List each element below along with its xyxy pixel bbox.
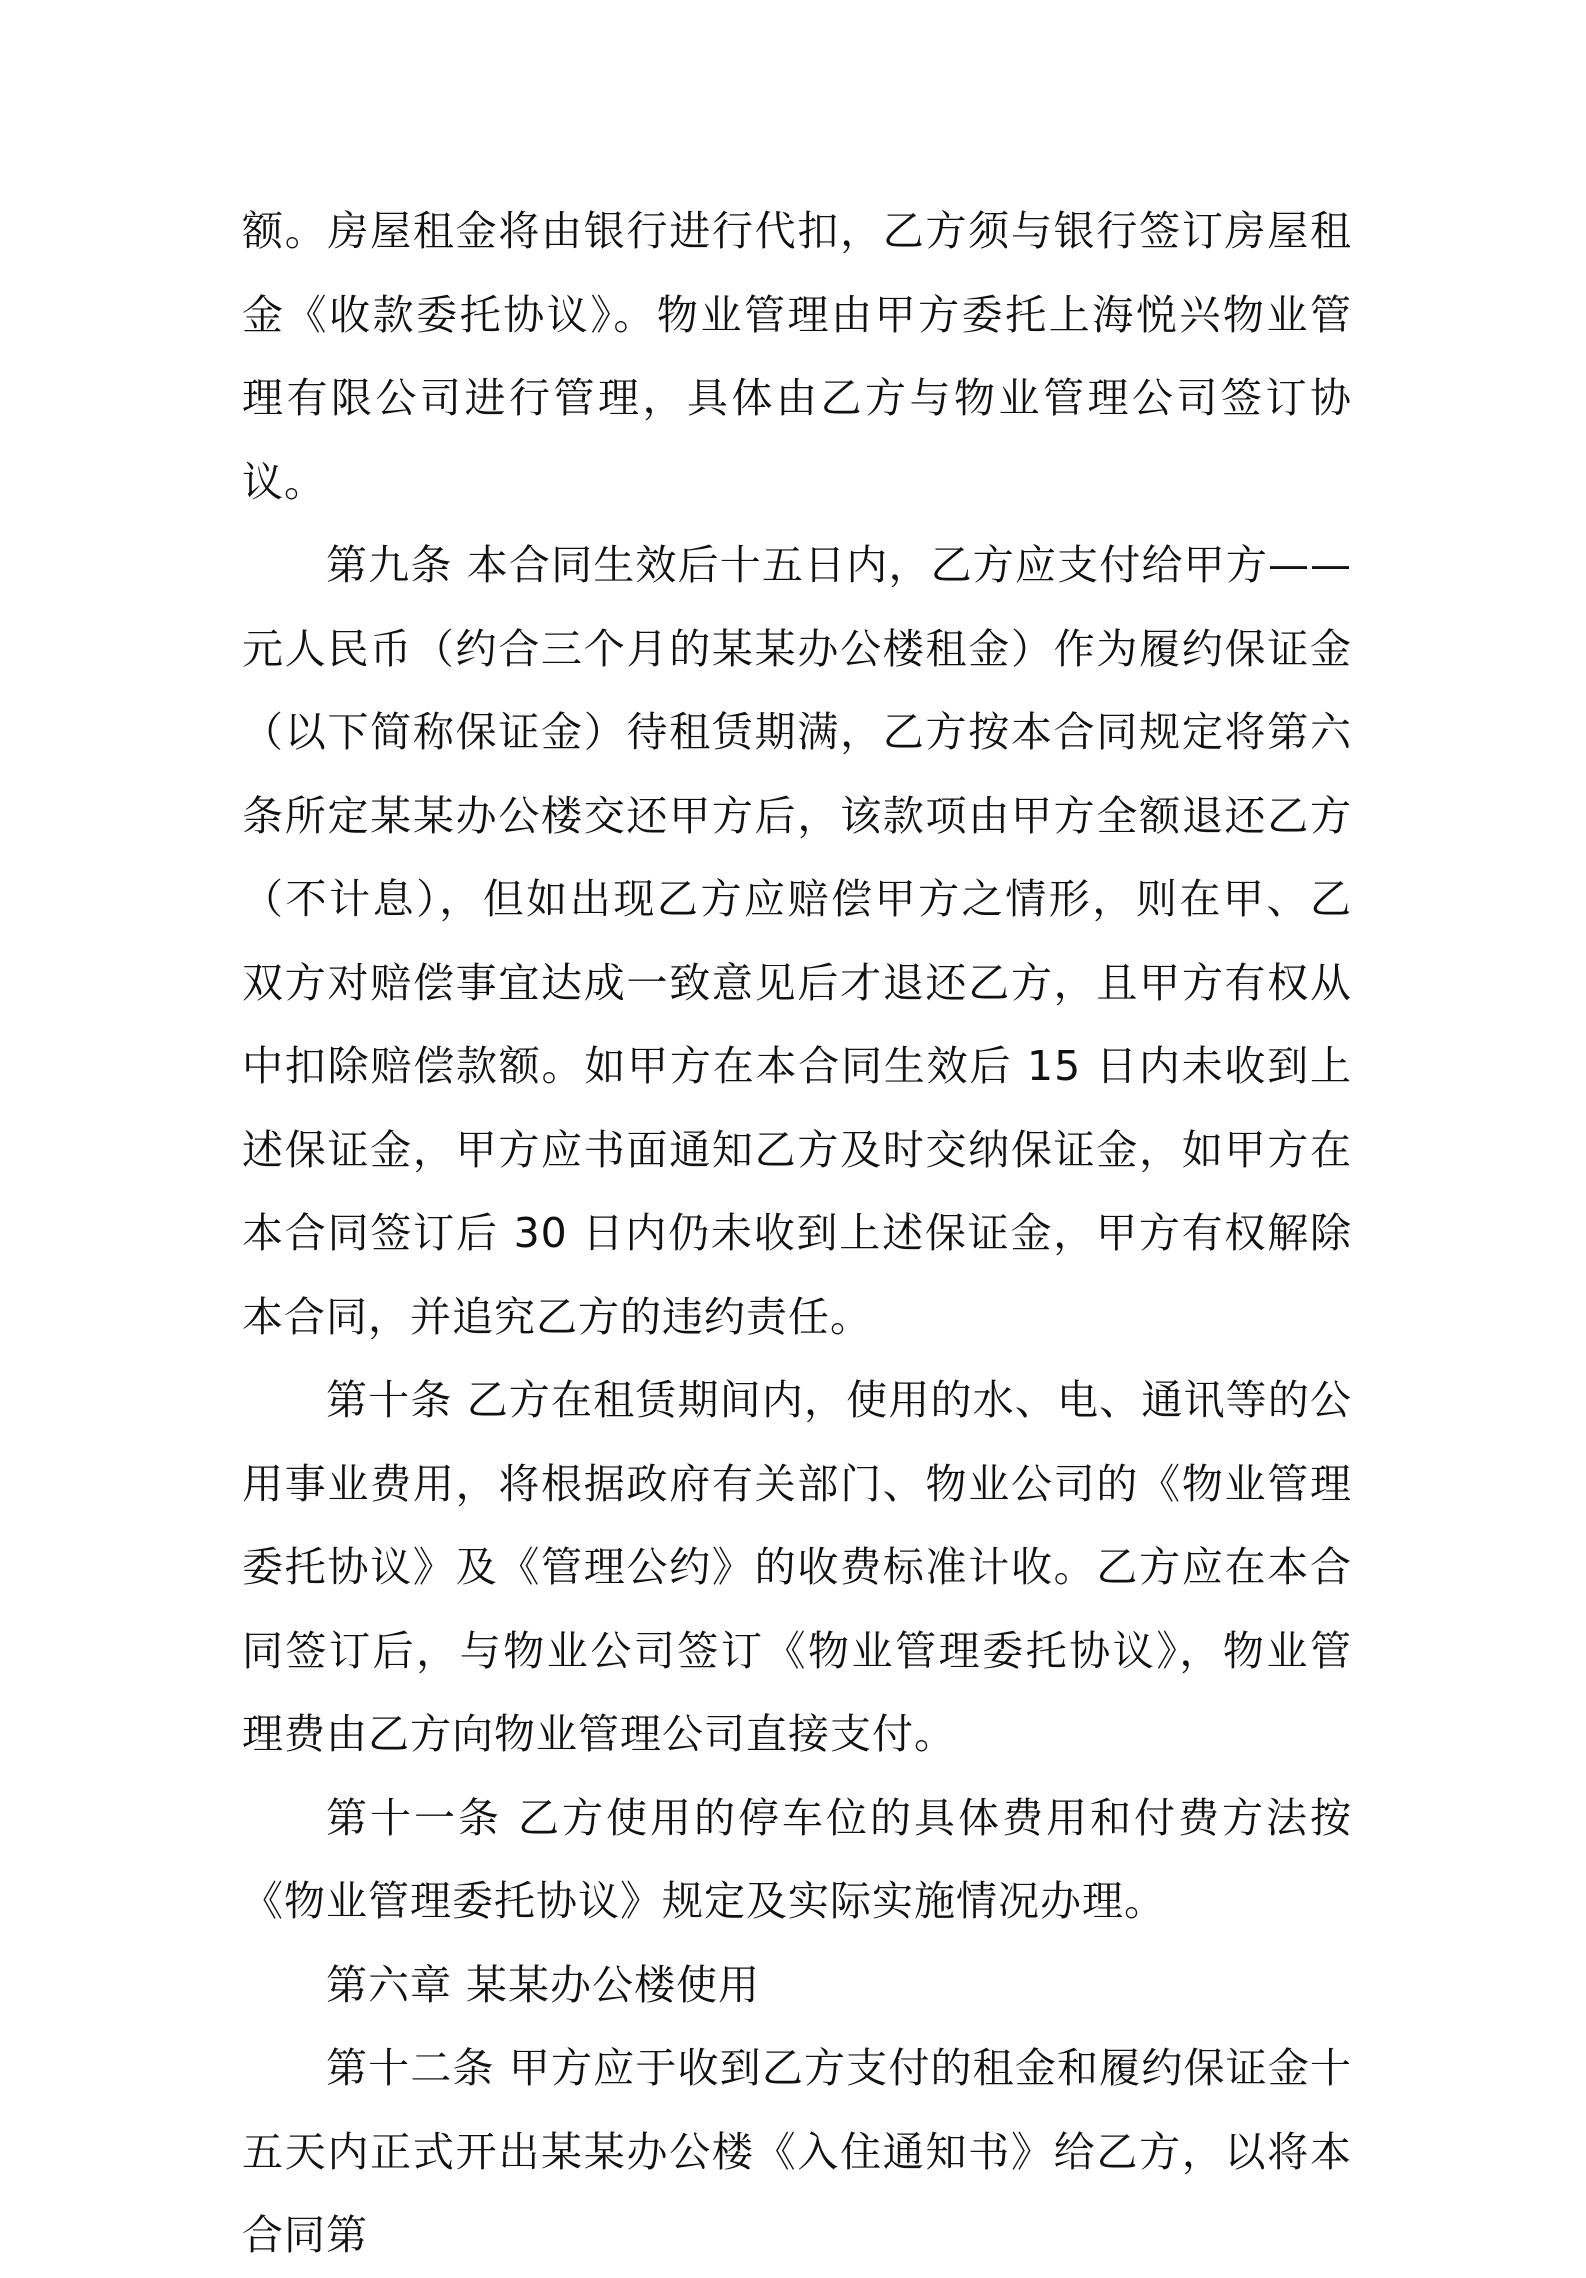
paragraph-article-9: 第九条 本合同生效后十五日内，乙方应支付给甲方——元人民币（约合三个月的某某办公楼租金）作为履约保证金（以下简称保证金）待租赁期满，乙方按本合同规定将第六条所定某某办公楼交还甲方后，该款项由甲方全额退还乙方（不计息），但如出现乙方应赔偿甲方之情形，则在甲、乙双方对赔偿事宜达成一致意见后才退还乙方，且甲方有权从中扣除赔偿款额。如甲方在本合同生效后 15 日内未收到上述保证金，甲方应书面通知乙方及时交纳保证金，如甲方在本合同签订后 30 日内仍未收到上述保证金，甲方有权解除本合同，并追究乙方的违约责任。 xyxy=(242,541,1352,1341)
paragraph-article-12: 第十二条 甲方应于收到乙方支付的租金和履约保证金十五天内正式开出某某办公楼《入住通知书》给乙方，以将本合同第 xyxy=(242,2044,1352,2259)
document-body xyxy=(242,190,1352,2278)
paragraph-article-10: 第十条 乙方在租赁期间内，使用的水、电、通讯等的公用事业费用，将根据政府有关部门、物业公司的《物业管理委托协议》及《管理公约》的收费标准计收。乙方应在本合同签订后，与物业公司签订《物业管理委托协议》，物业管理费由乙方向物业管理公司直接支付。 xyxy=(242,1376,1352,1758)
chapter-heading-6: 第六章 某某办公楼使用 xyxy=(326,1960,761,2009)
paragraph-article-11: 第十一条 乙方使用的停车位的具体费用和付费方法按《物业管理委托协议》规定及实际实施情况办理。 xyxy=(242,1793,1352,1925)
paragraph-continuation: 额。房屋租金将由银行进行代扣，乙方须与银行签订房屋租金《收款委托协议》。物业管理由甲方委托上海悦兴物业管理有限公司进行管理，具体由乙方与物业管理公司签订协议。 xyxy=(242,207,1352,506)
